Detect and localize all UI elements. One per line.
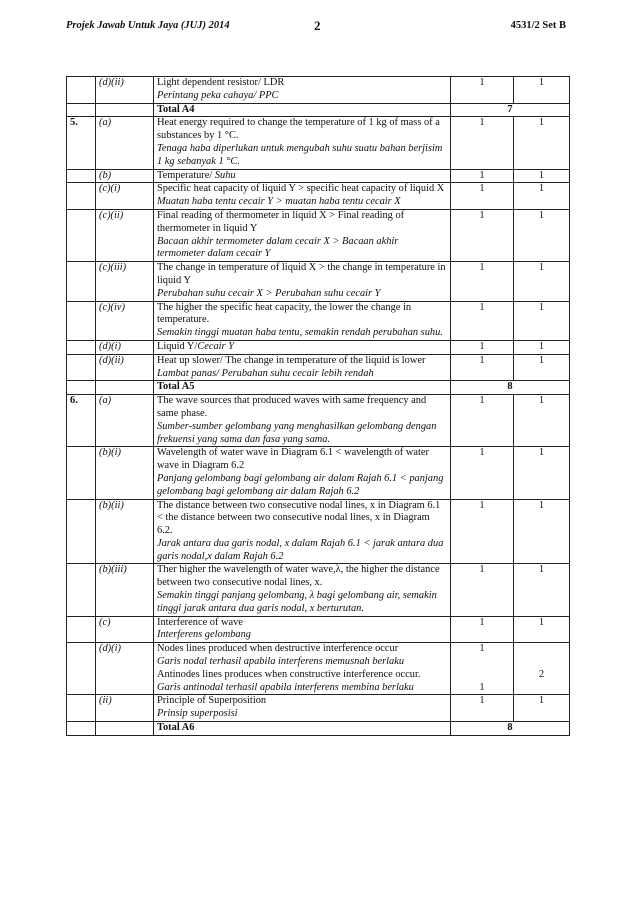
total-mark: 1	[514, 447, 570, 499]
question-number: 6.	[67, 395, 96, 447]
total-value: 7	[451, 103, 570, 117]
answer-cell: The change in temperature of liquid X > the change in temperature in liquid Y Perubahan suhu cecair X > Perubahan suhu cecair Y	[154, 262, 451, 301]
total-row	[67, 722, 570, 736]
sub-mark: 1	[451, 301, 514, 340]
answer-scheme-table	[66, 76, 570, 736]
total-value: 8	[451, 381, 570, 395]
answer-cell: Liquid Y/Cecair Y	[154, 340, 451, 354]
table-row	[67, 340, 570, 354]
total-mark: 1	[514, 183, 570, 210]
table-row	[67, 183, 570, 210]
total-row	[67, 103, 570, 117]
answer-cell: The distance between two consecutive nodal lines, x in Diagram 6.1 < the distance between two consecutive nodal lines, x in Diagram 6.2. Jarak antara dua garis nodal, x dalam Rajah 6.1 < jarak antara dua garis nodal,x dalam Rajah 6.2	[154, 499, 451, 564]
part-label: (c)	[96, 616, 154, 643]
total-label: Total A6	[154, 722, 451, 736]
answer-cell: The higher the specific heat capacity, the lower the change in temperature. Semakin tinggi muatan haba tentu, semakin rendah perubahan suhu.	[154, 301, 451, 340]
sub-mark: 1	[451, 695, 514, 722]
table-row	[67, 695, 570, 722]
part-label: (d)(ii)	[96, 354, 154, 381]
table-row	[67, 117, 570, 169]
sub-mark: 1	[451, 616, 514, 643]
total-mark: 1	[514, 499, 570, 564]
answer-cell: Light dependent resistor/ LDR Perintang peka cahaya/ PPC	[154, 77, 451, 104]
answer-cell: Heat up slower/ The change in temperature of the liquid is lower Lambat panas/ Perubahan suhu cecair lebih rendah	[154, 354, 451, 381]
answer-cell: Temperature/ Suhu	[154, 169, 451, 183]
total-mark: 1	[514, 301, 570, 340]
table-row	[67, 77, 570, 104]
table-row	[67, 616, 570, 643]
sub-mark: 1	[451, 564, 514, 616]
sub-mark: 1	[451, 262, 514, 301]
total-mark: 1	[514, 262, 570, 301]
table-row	[67, 395, 570, 447]
total-mark: 1	[514, 354, 570, 381]
answer-cell: Specific heat capacity of liquid Y > specific heat capacity of liquid X Muatan haba tentu cecair Y > muatan haba tentu cecair X	[154, 183, 451, 210]
total-mark: 1	[514, 616, 570, 643]
table-row	[67, 262, 570, 301]
total-mark: 1	[514, 77, 570, 104]
part-label: (c)(iv)	[96, 301, 154, 340]
sub-mark: 1	[451, 395, 514, 447]
table-row	[67, 643, 570, 695]
part-label: (ii)	[96, 695, 154, 722]
total-mark: 1	[514, 117, 570, 169]
total-row	[67, 381, 570, 395]
table-row	[67, 169, 570, 183]
part-label: (d)(i)	[96, 340, 154, 354]
table-row	[67, 209, 570, 261]
total-mark: 1	[514, 564, 570, 616]
answer-cell: Wavelength of water wave in Diagram 6.1 < wavelength of water wave in Diagram 6.2 Panjang gelombang bagi gelombang air dalam Rajah 6.1 < panjang gelombang bagi gelombang air dalam Rajah 6.2	[154, 447, 451, 499]
part-label: (b)(i)	[96, 447, 154, 499]
part-label: (d)(i)	[96, 643, 154, 695]
total-mark: 1	[514, 209, 570, 261]
sub-mark: 1	[451, 117, 514, 169]
total-label: Total A5	[154, 381, 451, 395]
answer-cell: Principle of Superposition Prinsip superposisi	[154, 695, 451, 722]
answer-cell: Interference of wave Interferens gelombang	[154, 616, 451, 643]
part-label: (c)(i)	[96, 183, 154, 210]
table-row	[67, 499, 570, 564]
page-number: 2	[314, 18, 321, 33]
part-label: (a)	[96, 117, 154, 169]
total-mark: 2	[514, 643, 570, 695]
table-row	[67, 447, 570, 499]
part-label: (b)(ii)	[96, 499, 154, 564]
part-label: (c)(iii)	[96, 262, 154, 301]
part-label: (a)	[96, 395, 154, 447]
table-row	[67, 564, 570, 616]
total-mark: 1	[514, 695, 570, 722]
part-label: (c)(ii)	[96, 209, 154, 261]
header-title: Projek Jawab Untuk Jaya (JUJ) 2014	[66, 20, 230, 31]
question-number: 5.	[67, 117, 96, 169]
sub-mark: 1	[451, 77, 514, 104]
table-row	[67, 354, 570, 381]
paper-code: 4531/2 Set B	[510, 20, 566, 31]
sub-mark: 1	[451, 447, 514, 499]
total-mark: 1	[514, 169, 570, 183]
answer-cell: Nodes lines produced when destructive interference occur Garis nodal terhasil apabila interferens memusnah berlaku Antinodes lines produces when constructive interference occur. Garis antinodal terhasil apabila interferens membina berlaku	[154, 643, 451, 695]
sub-mark: 1	[451, 340, 514, 354]
sub-mark: 1	[451, 499, 514, 564]
sub-mark: 1	[451, 354, 514, 381]
answer-cell: Ther higher the wavelength of water wave,λ, the higher the distance between two consecutive nodal lines, x. Semakin tinggi panjang gelombang, λ bagi gelombang air, semakin tinggi jarak antara dua garis nodal, x berturutan.	[154, 564, 451, 616]
total-mark: 1	[514, 340, 570, 354]
sub-mark: 1	[451, 183, 514, 210]
answer-cell: Heat energy required to change the temperature of 1 kg of mass of a substances by 1 °C. Tenaga haba diperlukan untuk mengubah suhu suatu bahan berjisim 1 kg sebanyak 1 °C.	[154, 117, 451, 169]
part-label: (b)(iii)	[96, 564, 154, 616]
total-mark: 1	[514, 395, 570, 447]
total-label: Total A4	[154, 103, 451, 117]
sub-mark: 1	[451, 209, 514, 261]
table-row	[67, 301, 570, 340]
part-label: (d)(ii)	[96, 77, 154, 104]
answer-cell: Final reading of thermometer in liquid X > Final reading of thermometer in liquid Y Bacaan akhir termometer dalam cecair X > Bacaan akhir termometer dalam cecair Y	[154, 209, 451, 261]
page-header	[66, 20, 566, 36]
sub-mark: 1	[451, 169, 514, 183]
total-value: 8	[451, 722, 570, 736]
part-label: (b)	[96, 169, 154, 183]
sub-mark: 1 1	[451, 643, 514, 695]
answer-cell: The wave sources that produced waves with same frequency and same phase. Sumber-sumber gelombang yang menghasilkan gelombang dengan frekuensi yang sama dan fasa yang sama.	[154, 395, 451, 447]
